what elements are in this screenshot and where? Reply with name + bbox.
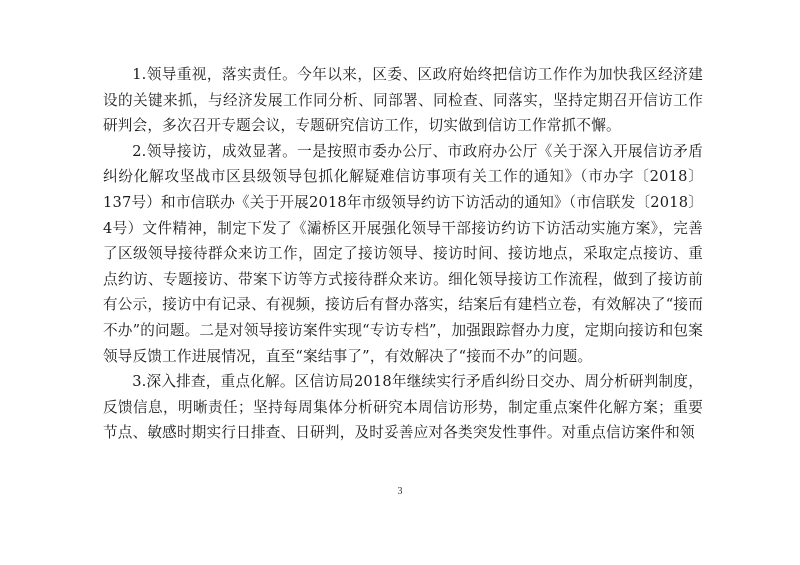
paragraph-leadership-emphasis: 1.领导重视，落实责任。今年以来，区委、区政府始终把信访工作作为加快我区经济建设的关键来抓，与经济发展工作同分析、同部署、同检查、同落实，坚持定期召开信访工作研判会，多次召开专题会议，专题研究信访工作，切实做到信访工作常抓不懈。 [103, 66, 703, 135]
paragraph-leadership-reception: 2.领导接访，成效显著。一是按照市委办公厅、市政府办公厅《关于深入开展信访矛盾纠纷化解攻坚战市区县级领导包抓化解疑难信访事项有关工作的通知》（市办字〔2018〕137号）和市信联办《关于开展2018年市级领导约访下访活动的通知》（市信联发〔2018〕4号）文件精神，制定下发了《灞桥区开展强化领导干部接访约访下访活动实施方案》，完善了区级领导接待群众来访工作，固定了接访领导、接访时间、接访地点，采取定点接访、重点约访、专题接访、带案下访等方式接待群众来访。细化领导接访工作流程，做到了接访前有公示，接访中有记录、有视频，接访后有督办落实，结案后有建档立卷，有效解决了“接而不办”的问题。二是对领导接访案件实现“专访专档”，加强跟踪督办力度，定期向接访和包案领导反馈工作进展情况，直至“案结事了”，有效解决了“接而不办”的问题。 [103, 142, 704, 365]
paragraph-investigation-resolution: 3.深入排查，重点化解。区信访局2018年继续实行矛盾纠纷日交办、周分析研判制度，反馈信息，明晰责任；坚持每周集体分析研究本周信访形势，制定重点案件化解方案；重要节点、敏感时期实行日排查、日研判，及时妥善应对各类突发性事件。对重点信访案件和领 [103, 373, 703, 442]
document-body [103, 62, 703, 446]
page-number: 3 [397, 486, 403, 497]
